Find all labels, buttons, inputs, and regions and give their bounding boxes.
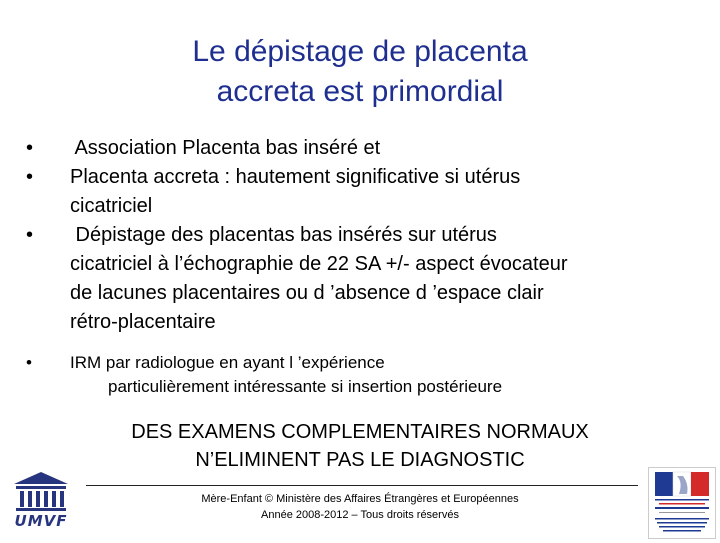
bullet-item-1 bbox=[26, 134, 706, 163]
umvf-logo bbox=[10, 470, 72, 532]
bullet-list bbox=[26, 134, 706, 399]
french-republic-flag-icon bbox=[649, 468, 715, 538]
bullet-marker: • bbox=[26, 137, 34, 159]
slide-title-line-2: accreta est primordial bbox=[216, 75, 504, 108]
footer-years: Année 2008-2012 – Tous droits réservés bbox=[261, 509, 459, 521]
ministry-logo bbox=[648, 467, 716, 539]
bullet-line: Association Placenta bas inséré et bbox=[70, 137, 381, 159]
bullet-line: cicatriciel à l’échographie de 22 SA +/- aspect évocateur bbox=[70, 253, 568, 275]
bullet-item-3 bbox=[26, 221, 706, 337]
bullet-line: IRM par radiologue en ayant l ’expérience bbox=[70, 353, 385, 372]
conclusion-line-2: N’ELIMINENT PAS LE DIAGNOSTIC bbox=[195, 449, 525, 471]
slide-title-line-1: Le dépistage de placenta bbox=[192, 35, 528, 68]
bullet-item-2 bbox=[26, 163, 706, 221]
footer bbox=[140, 491, 580, 523]
bullet-line: Placenta accreta : hautement significative si utérus bbox=[70, 166, 521, 188]
bullet-marker: • bbox=[26, 166, 34, 188]
bullet-line: rétro-placentaire bbox=[70, 311, 216, 333]
umvf-columns-icon bbox=[10, 470, 72, 514]
bullet-line: cicatriciel bbox=[70, 195, 153, 217]
footer-copyright: Mère-Enfant © Ministère des Affaires Étrangères et Européennes bbox=[201, 493, 519, 505]
bullet-line: Dépistage des placentas bas insérés sur utérus bbox=[70, 224, 497, 246]
footer-divider bbox=[86, 485, 638, 486]
bullet-marker: • bbox=[26, 353, 32, 372]
umvf-logo-text: UMVF bbox=[14, 512, 68, 530]
bullet-marker: • bbox=[26, 224, 34, 246]
conclusion-line-1: DES EXAMENS COMPLEMENTAIRES NORMAUX bbox=[131, 421, 589, 443]
bullet-line: de lacunes placentaires ou d ’absence d ’espace clair bbox=[70, 282, 544, 304]
slide-title bbox=[60, 32, 660, 112]
bullet-item-4 bbox=[26, 351, 706, 399]
conclusion-text bbox=[60, 418, 660, 474]
bullet-line: particulièrement intéressante si insertion postérieure bbox=[108, 377, 503, 396]
